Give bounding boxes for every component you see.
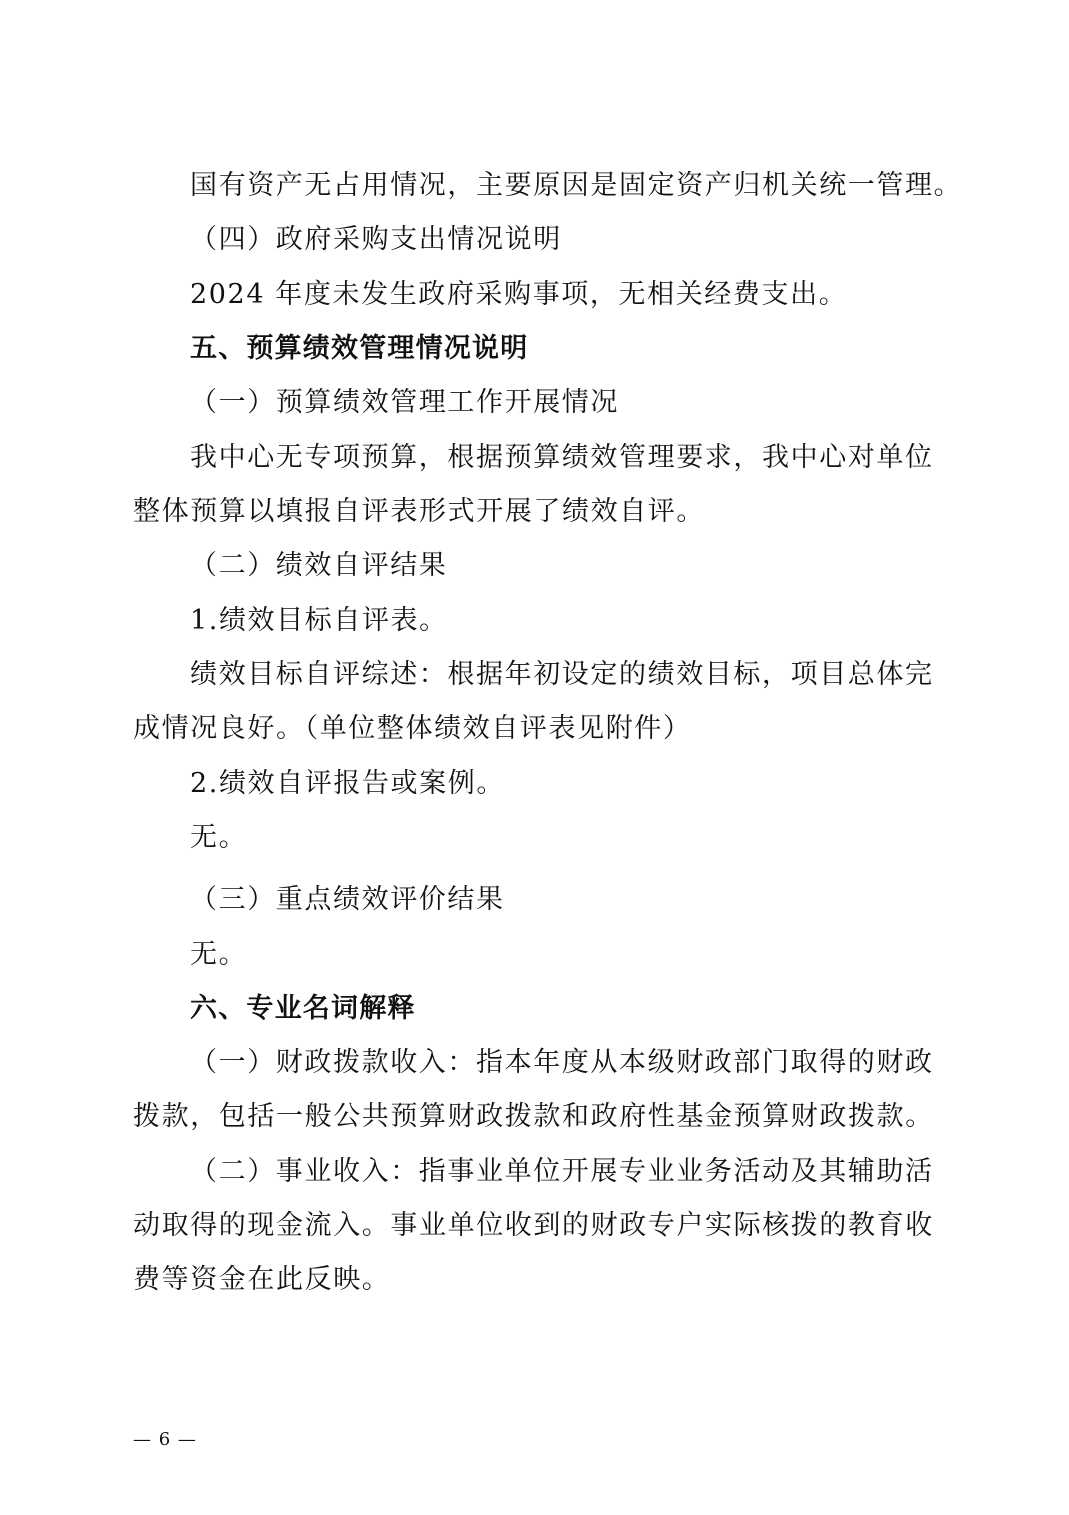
paragraph-performance-text-2: 整体预算以填报自评表形式开展了绩效自评。 — [133, 496, 705, 527]
subheading-self-evaluation: （二）绩效自评结果 — [190, 550, 448, 581]
paragraph-business-income-1: （二）事业收入：指事业单位开展专业业务活动及其辅助活 — [190, 1156, 934, 1187]
paragraph-fiscal-income-1: （一）财政拨款收入：指本年度从本级财政部门取得的财政 — [190, 1047, 934, 1078]
paragraph-fiscal-income-2: 拨款，包括一般公共预算财政拨款和政府性基金预算财政拨款。 — [133, 1101, 934, 1132]
section-heading-terms: 六、专业名词解释 — [190, 993, 416, 1024]
paragraph-assets-text: 国有资产无占用情况，主要原因是固定资产归机关统一管理。 — [190, 170, 963, 201]
paragraph-none-2: 无。 — [190, 939, 248, 970]
item-report-or-case: 2.绩效自评报告或案例。 — [190, 768, 505, 799]
item-goal-self-evaluation: 1.绩效目标自评表。 — [190, 605, 448, 636]
page-number: — 6 — — [133, 1429, 197, 1450]
paragraph-goal-summary-2: 成情况良好。（单位整体绩效自评表见附件） — [133, 713, 692, 744]
paragraph-business-income-2: 动取得的现金流入。事业单位收到的财政专户实际核拨的教育收 — [133, 1210, 934, 1241]
paragraph-procurement-text: 2024 年度未发生政府采购事项，无相关经费支出。 — [190, 279, 848, 310]
section-heading-performance: 五、预算绩效管理情况说明 — [190, 333, 529, 364]
subheading-procurement: （四）政府采购支出情况说明 — [190, 224, 562, 255]
paragraph-none-1: 无。 — [190, 822, 248, 853]
paragraph-performance-text-1: 我中心无专项预算，根据预算绩效管理要求，我中心对单位 — [190, 442, 934, 473]
paragraph-business-income-3: 费等资金在此反映。 — [133, 1264, 391, 1295]
subheading-key-evaluation: （三）重点绩效评价结果 — [190, 884, 505, 915]
paragraph-goal-summary-1: 绩效目标自评综述：根据年初设定的绩效目标，项目总体完 — [190, 659, 934, 690]
subheading-performance-work: （一）预算绩效管理工作开展情况 — [190, 387, 619, 418]
